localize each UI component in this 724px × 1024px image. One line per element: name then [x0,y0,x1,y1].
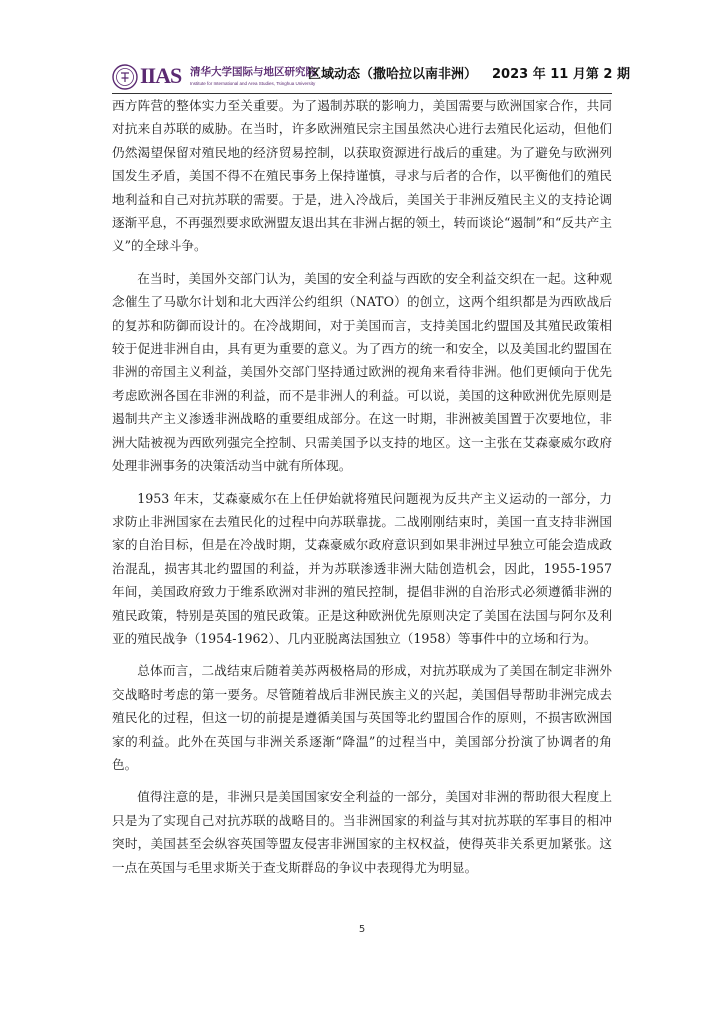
paragraph: 值得注意的是，非洲只是美国国家安全利益的一部分，美国对非洲的帮助很大程度上只是为了实现自己对抗苏联的战略目的。当非洲国家的利益与其对抗苏联的军事目的相冲突时，美国甚至会纵容英国等盟友侵害非洲国家的主权权益，使得英非关系更加紧张。这一点在英国与毛里求斯关于查戈斯群岛的争议中表现得尤为明显。 [112,789,612,875]
page-header [112,62,630,94]
issue-label: 2023 年 11 月第 2 期 [492,67,630,82]
logo-text: IIAS [140,63,182,88]
institute-logo [112,62,316,94]
institute-name-en: Institute for International and Area Studies, Tsinghua University [190,81,316,86]
article-body [112,94,612,879]
paragraph: 在当时，美国外交部门认为，美国的安全利益与西欧的安全利益交织在一起。这种观念催生了马歇尔计划和北大西洋公约组织（NATO）的创立，这两个组织都是为西欧战后的复苏和防御而设计的。在冷战期间，对于美国而言，支持美国北约盟国及其殖民政策相较于促进非洲自由，具有更为重要的意义。为了西方的统一和安全，以及美国北约盟国在非洲的帝国主义利益，美国外交部门坚持通过欧洲的视角来看待非洲。他们更倾向于优先考虑欧洲各国在非洲的利益，而不是非洲人的利益。可以说，美国的这种欧洲优先原则是遏制共产主义渗透非洲战略的重要组成部分。在这一时期，非洲被美国置于次要地位，非洲大陆被视为西欧列强完全控制、只需美国予以支持的地区。这一主张在艾森豪威尔政府处理非洲事务的决策活动当中就有所体现。 [112,270,612,474]
page-number: 5 [358,924,366,935]
tsinghua-seal-icon [112,64,138,90]
publication-title: 区域动态（撒哈拉以南非洲） [308,67,478,82]
paragraph: 1953 年末，艾森豪威尔在上任伊始就将殖民问题视为反共产主义运动的一部分，力求防止非洲国家在去殖民化的过程中向苏联靠拢。二战刚刚结束时，美国一直支持非洲国家的自治目标，但是在冷战时期，艾森豪威尔政府意识到如果非洲过早独立可能会造成政治混乱，损害其北约盟国的利益，并为苏联渗透非洲大陆创造机会，因此，1955-1957 年间，美国政府致力于维系欧洲对非洲的殖民控制，提倡非洲的自治形式必须遵循非洲的殖民政策，特别是英国的殖民政策。正是这种欧洲优先原则决定了美国在法国与阿尔及利亚的殖民战争（1954-1962）、几内亚脱离法国独立（1958）等事件中的立场和行为。 [112,490,612,646]
institute-name-cn: 清华大学国际与地区研究院 [190,66,316,78]
paragraph: 总体而言，二战结束后随着美苏两极格局的形成，对抗苏联成为了美国在制定非洲外交战略时考虑的第一要务。尽管随着战后非洲民族主义的兴起，美国倡导帮助非洲完成去殖民化的过程，但这一切的前提是遵循美国与英国等北约盟国合作的原则，不损害欧洲国家的利益。此外在英国与非洲关系逐渐“降温”的过程当中，美国部分扮演了协调者的角色。 [112,663,612,772]
paragraph: 西方阵营的整体实力至关重要。为了遏制苏联的影响力，美国需要与欧洲国家合作，共同对抗来自苏联的威胁。在当时，许多欧洲殖民宗主国虽然决心进行去殖民化运动，但他们仍然渴望保留对殖民地的经济贸易控制，以获取资源进行战后的重建。为了避免与欧洲列国发生矛盾，美国不得不在殖民事务上保持谨慎，寻求与后者的合作，以平衡他们的殖民地利益和自己对抗苏联的需要。于是，进入冷战后，美国关于非洲反殖民主义的支持论调逐渐平息，不再强烈要求欧洲盟友退出其在非洲占据的领土，转而谈论“遏制”和“反共产主义”的全球斗争。 [112,98,612,254]
